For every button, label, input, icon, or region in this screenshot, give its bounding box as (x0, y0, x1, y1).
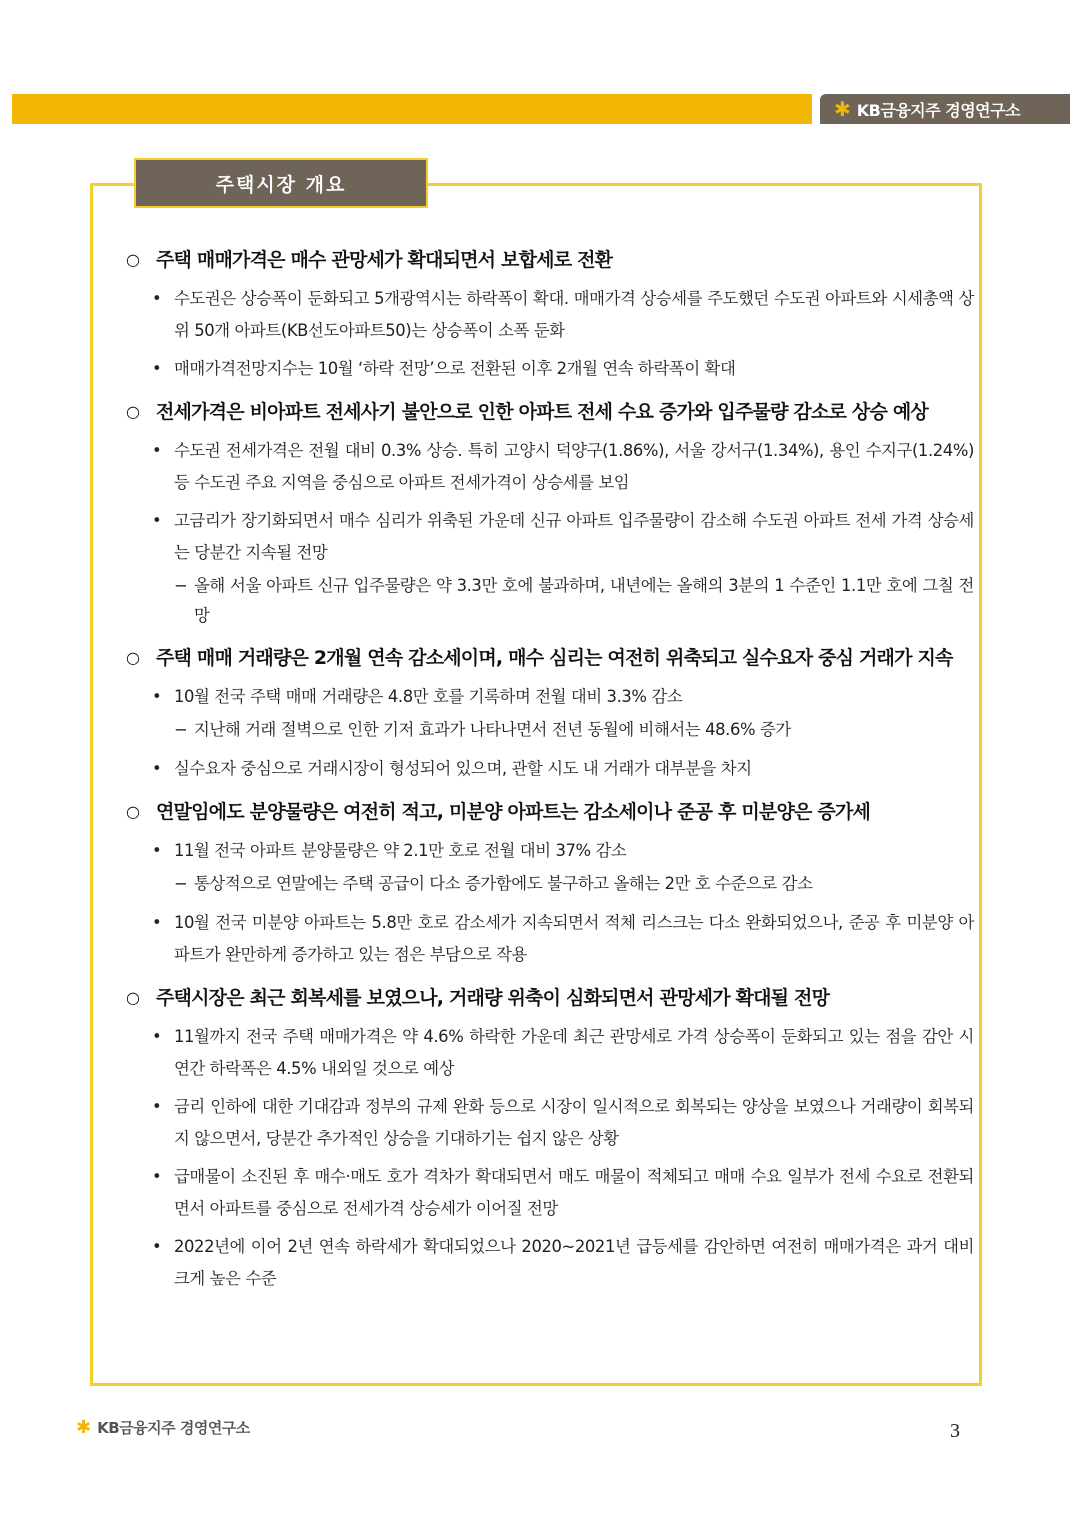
section-title: 주택시장 개요 (134, 158, 428, 208)
circle-bullet-icon: ○ (126, 250, 140, 269)
section-heading (124, 983, 974, 1013)
dot-bullet-icon: • (152, 511, 162, 530)
bullet-item-text: 10월 전국 미분양 아파트는 5.8만 호로 감소세가 지속되면서 적체 리스크는 다소 완화되었으나, 준공 후 미분양 아파트가 완만하게 증가하고 있는 점은 부담으로 작용 (174, 913, 974, 964)
circle-bullet-icon: ○ (126, 402, 140, 421)
dash-bullet-icon: − (174, 874, 188, 893)
kb-star-icon: ✱ (76, 1416, 92, 1438)
dot-bullet-icon: • (152, 841, 162, 860)
sub-bullet-item (124, 869, 974, 899)
sub-bullet-item (124, 715, 974, 745)
dot-bullet-icon: • (152, 687, 162, 706)
dot-bullet-icon: • (152, 1167, 162, 1186)
bullet-item-text: 매매가격전망지수는 10월 ‘하락 전망’으로 전환된 이후 2개월 연속 하락폭이 확대 (174, 359, 736, 378)
bullet-item (124, 835, 974, 867)
sub-bullet-item-text: 지난해 거래 절벽으로 인한 기저 효과가 나타나면서 전년 동월에 비해서는 48.6% 증가 (194, 720, 791, 739)
dot-bullet-icon: • (152, 1097, 162, 1116)
bullet-item-text: 금리 인하에 대한 기대감과 정부의 규제 완화 등으로 시장이 일시적으로 회복되는 양상을 보였으나 거래량이 회복되지 않으면서, 당분간 추가적인 상승을 기대하기는 쉽지 않은 상황 (174, 1097, 974, 1148)
dot-bullet-icon: • (152, 359, 162, 378)
dash-bullet-icon: − (174, 720, 188, 739)
bullet-item (124, 1091, 974, 1155)
dot-bullet-icon: • (152, 913, 162, 932)
footer-logo (76, 1417, 250, 1438)
dash-bullet-icon: − (174, 576, 188, 595)
sub-bullet-item-text: 올해 서울 아파트 신규 입주물량은 약 3.3만 호에 불과하며, 내년에는 올해의 3분의 1 수준인 1.1만 호에 그칠 전망 (194, 576, 974, 625)
bullet-item (124, 1161, 974, 1225)
bullet-item-text: 10월 전국 주택 매매 거래량은 4.8만 호를 기록하며 전월 대비 3.3% 감소 (174, 687, 683, 706)
dot-bullet-icon: • (152, 1027, 162, 1046)
bullet-item (124, 505, 974, 569)
bullet-item (124, 283, 974, 347)
section-heading-text: 주택시장은 최근 회복세를 보였으나, 거래량 위축이 심화되면서 관망세가 확대될 전망 (156, 987, 830, 1009)
header-logo-text: KB금융지주 경영연구소 (856, 100, 1021, 120)
section-heading (124, 643, 974, 673)
bullet-item (124, 1021, 974, 1085)
report-body (124, 245, 974, 1301)
section-heading (124, 245, 974, 275)
header-logo (820, 94, 1070, 124)
sub-bullet-item-text: 통상적으로 연말에는 주택 공급이 다소 증가함에도 불구하고 올해는 2만 호 수준으로 감소 (194, 874, 813, 893)
footer-logo-text: KB금융지주 경영연구소 (97, 1419, 250, 1437)
bullet-item-text: 11월 전국 아파트 분양물량은 약 2.1만 호로 전월 대비 37% 감소 (174, 841, 627, 860)
page-number: 3 (950, 1420, 960, 1442)
circle-bullet-icon: ○ (126, 988, 140, 1007)
section-heading (124, 797, 974, 827)
bullet-item (124, 907, 974, 971)
kb-star-icon: ✱ (834, 97, 851, 121)
bullet-item-text: 실수요자 중심으로 거래시장이 형성되어 있으며, 관할 시도 내 거래가 대부분을 차지 (174, 759, 752, 778)
section-heading-text: 전세가격은 비아파트 전세사기 불안으로 인한 아파트 전세 수요 증가와 입주물량 감소로 상승 예상 (156, 401, 928, 423)
section-heading-text: 연말임에도 분양물량은 여전히 적고, 미분양 아파트는 감소세이나 준공 후 미분양은 증가세 (156, 801, 871, 823)
dot-bullet-icon: • (152, 1237, 162, 1256)
bullet-item (124, 753, 974, 785)
bullet-item-text: 수도권은 상승폭이 둔화되고 5개광역시는 하락폭이 확대. 매매가격 상승세를 주도했던 수도권 아파트와 시세총액 상위 50개 아파트(KB선도아파트50)는 상승폭이 소폭 둔화 (174, 289, 974, 340)
dot-bullet-icon: • (152, 289, 162, 308)
sub-bullet-item (124, 571, 974, 631)
bullet-item-text: 수도권 전세가격은 전월 대비 0.3% 상승. 특히 고양시 덕양구(1.86%), 서울 강서구(1.34%), 용인 수지구(1.24%) 등 수도권 주요 지역을 중심으로 아파트 전세가격이 상승세를 보임 (174, 441, 974, 492)
section-heading-text: 주택 매매 거래량은 2개월 연속 감소세이며, 매수 심리는 여전히 위축되고 실수요자 중심 거래가 지속 (156, 647, 953, 669)
bullet-item (124, 1231, 974, 1295)
dot-bullet-icon: • (152, 441, 162, 460)
bullet-item (124, 681, 974, 713)
bullet-item-text: 고금리가 장기화되면서 매수 심리가 위축된 가운데 신규 아파트 입주물량이 감소해 수도권 아파트 전세 가격 상승세는 당분간 지속될 전망 (174, 511, 974, 562)
section-heading-text: 주택 매매가격은 매수 관망세가 확대되면서 보합세로 전환 (156, 249, 613, 271)
section-heading (124, 397, 974, 427)
bullet-item-text: 2022년에 이어 2년 연속 하락세가 확대되었으나 2020~2021년 급등세를 감안하면 여전히 매매가격은 과거 대비 크게 높은 수준 (174, 1237, 974, 1288)
dot-bullet-icon: • (152, 759, 162, 778)
bullet-item-text: 11월까지 전국 주택 매매가격은 약 4.6% 하락한 가운데 최근 관망세로 가격 상승폭이 둔화되고 있는 점을 감안 시 연간 하락폭은 4.5% 내외일 것으로 예상 (174, 1027, 974, 1078)
circle-bullet-icon: ○ (126, 802, 140, 821)
bullet-item (124, 435, 974, 499)
bullet-item (124, 353, 974, 385)
bullet-item-text: 급매물이 소진된 후 매수·매도 호가 격차가 확대되면서 매도 매물이 적체되고 매매 수요 일부가 전세 수요로 전환되면서 아파트를 중심으로 전세가격 상승세가 이어질 전망 (174, 1167, 974, 1218)
header-accent-bar (12, 94, 812, 124)
circle-bullet-icon: ○ (126, 648, 140, 667)
